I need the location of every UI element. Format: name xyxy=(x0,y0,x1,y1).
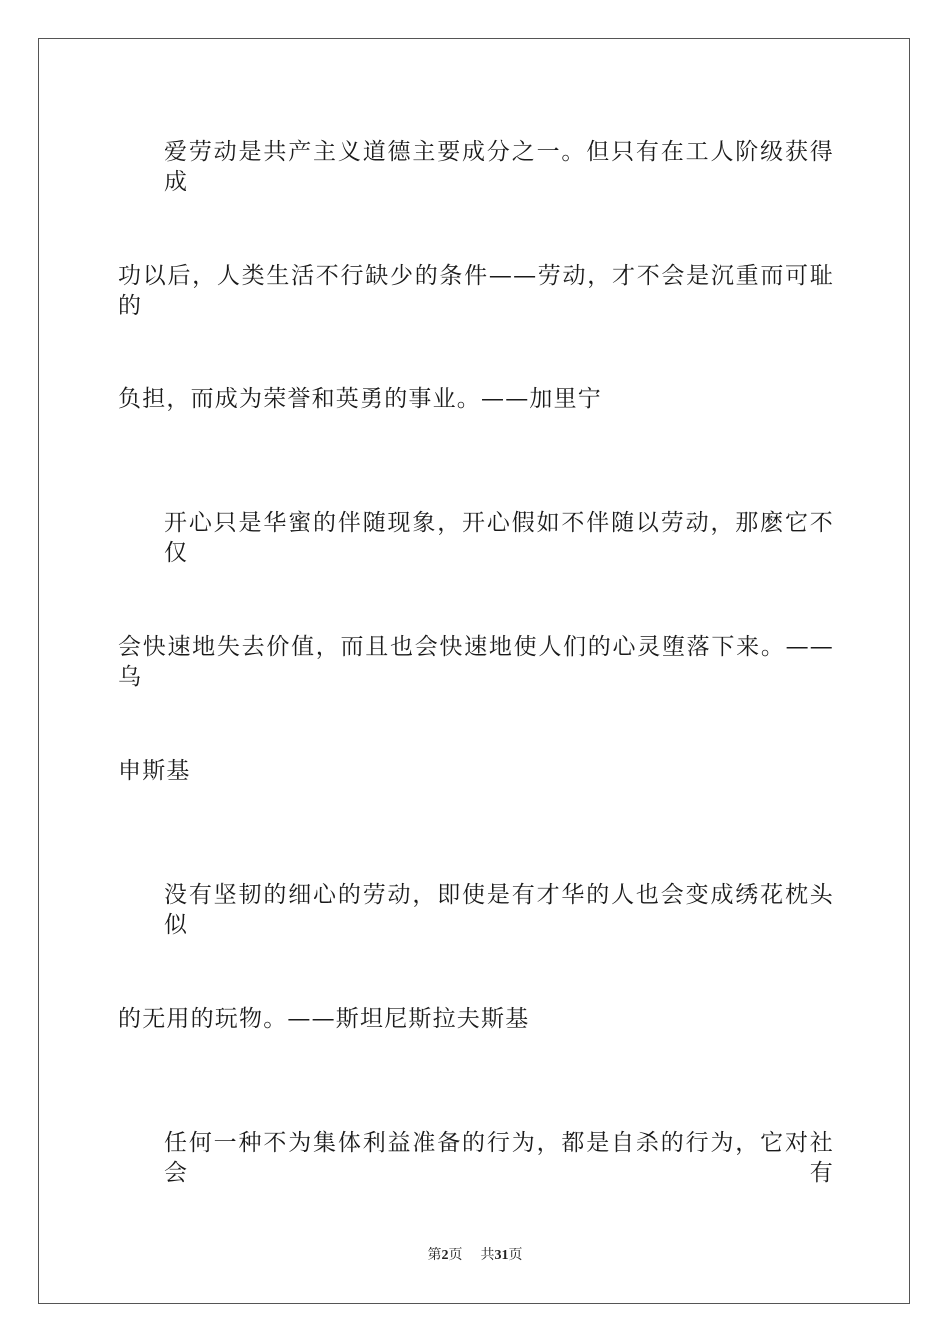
page-unit: 页 xyxy=(448,1248,463,1263)
paragraph-4-line-1: 任何一种不为集体利益准备的行为，都是自杀的行为，它对社会有 xyxy=(164,1130,834,1186)
paragraph-1-line-1: 爱劳动是共产主义道德主要成分之一。但只有在工人阶级获得成 xyxy=(164,139,834,195)
paragraph-2-line-2: 会快速地失去价值，而且也会快速地使人们的心灵堕落下来。——乌 xyxy=(118,634,834,690)
page-prefix: 第 xyxy=(427,1248,442,1263)
paragraph-3-line-1: 没有坚韧的细心的劳动，即使是有才华的人也会变成绣花枕头似 xyxy=(164,882,834,938)
paragraph-2-line-1: 开心只是华蜜的伴随现象，开心假如不伴随以劳动，那麽它不仅 xyxy=(164,510,834,566)
total-unit: 页 xyxy=(508,1248,523,1263)
page-current: 2 xyxy=(441,1248,449,1263)
total-prefix: 共 xyxy=(480,1248,495,1263)
paragraph-3-line-2: 的无用的玩物。——斯坦尼斯拉夫斯基 xyxy=(118,1006,530,1032)
page-total: 31 xyxy=(494,1248,509,1263)
paragraph-1-line-2: 功以后，人类生活不行缺少的条件——劳动，才不会是沉重而可耻的 xyxy=(118,263,834,319)
page-footer xyxy=(0,1247,950,1265)
paragraph-1-line-3: 负担，而成为荣誉和英勇的事业。——加里宁 xyxy=(118,386,602,412)
paragraph-2-line-3: 申斯基 xyxy=(118,758,191,784)
